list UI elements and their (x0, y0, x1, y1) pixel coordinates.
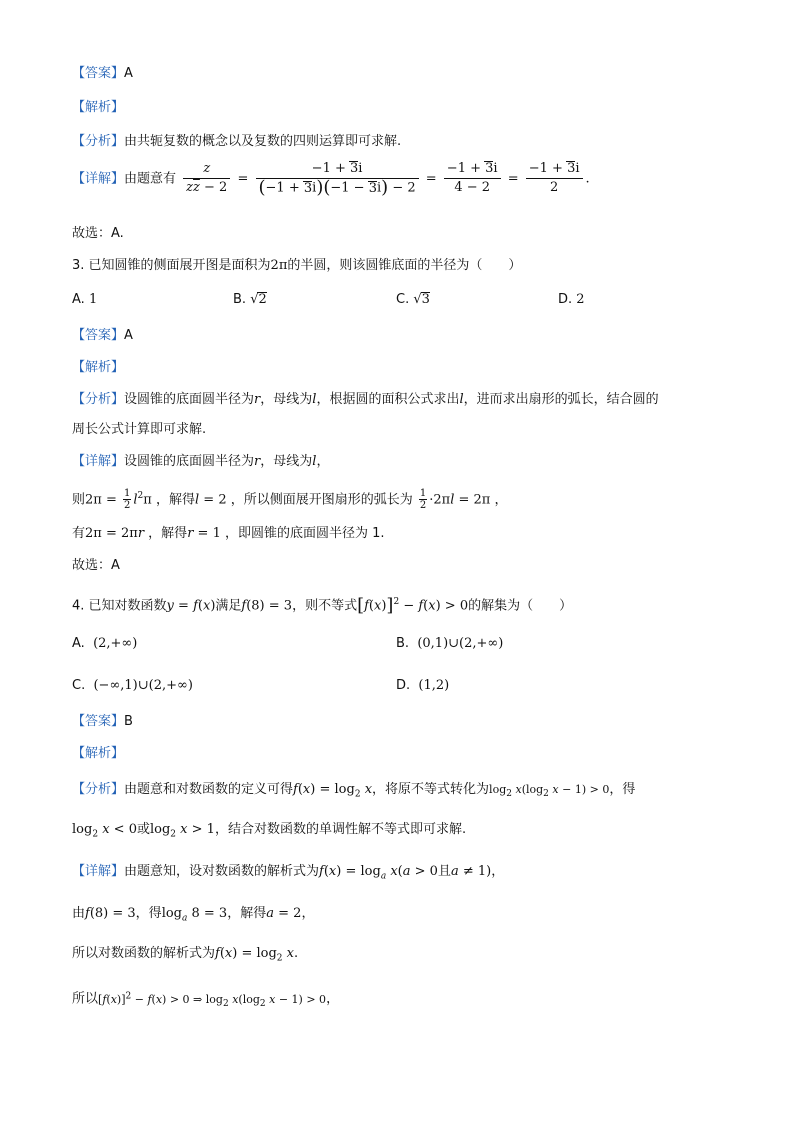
answer-tag: 【答案】 (72, 66, 125, 81)
xiangjie-part: ， (491, 864, 505, 879)
text-part: 由 (72, 906, 86, 921)
q4-option-a (72, 634, 137, 654)
option-label: D. (396, 678, 411, 693)
option-value: (0,1)∪(2,+∞) (417, 636, 504, 651)
fenxi-part: ，结合对数函数的单调性解不等式即可求解. (214, 822, 467, 837)
xiangjie-part: ，母线为 (260, 454, 313, 469)
q2-conclusion (72, 224, 124, 244)
q3-option-b: B. √2 (233, 292, 267, 307)
xiangjie-part: 且 (437, 864, 451, 879)
q4-analysis-tag (72, 744, 124, 764)
option-label: A. (72, 292, 85, 307)
text-part: ，即圆锥的底面圆半径为 1. (224, 526, 385, 541)
q3-stem (72, 256, 521, 276)
answer-value: B (124, 714, 133, 729)
fraction-step2: $\frac{-1 + 3i}{4 - 2}$ (444, 160, 501, 197)
q2-xiangjie-line: 【详解】由题意有 $\frac{z}{z\overline{z} - 2}$ = $\frac{-1 + 3i}{(-1 + 3i)(-1 - 3i) - 2}$ = $\frac{-1 + 3i}{4 - 2}$ = $\frac{-1 + 3i}{2}$ . (72, 161, 590, 198)
option-label: B. (396, 636, 410, 651)
answer-tag: 【答案】 (72, 328, 125, 343)
conclusion-text: 故选：A (72, 558, 120, 573)
fenxi-part: ，将原不等式转化为 (372, 782, 490, 797)
q4-xiangjie-line: 【详解】由题意知，设对数函数的解析式为$f(x) = \log_a x(a > 0$且a ≠ 1)， (72, 864, 505, 882)
xiangjie-part: 设圆锥的底面圆半径为 (124, 454, 255, 469)
stem-part: 的解集为（ ） (468, 598, 573, 614)
q3-option-a (72, 290, 97, 310)
fenxi-part: ，根据圆的面积公式求出 (316, 392, 460, 407)
fraction-main: $\frac{-1 + 3i}{(-1 + 3i)(-1 - 3i) - 2}$ (256, 160, 419, 198)
text-part: . (294, 946, 299, 961)
option-label: A. (72, 636, 85, 651)
option-value: 3 (421, 292, 430, 307)
conclusion-text: 故选：A. (72, 226, 124, 241)
option-value: (1,2) (418, 678, 450, 693)
q2-analysis-tag (72, 98, 124, 118)
q4-from-line: 由f(8) = 3，得$\log_a 8 = 3$，解得a = 2， (72, 906, 315, 924)
fraction-result: $\frac{-1 + 3i}{2}$ (526, 160, 583, 197)
fraction-half: $\frac{1}{2}$ (419, 488, 427, 512)
fraction-half: $\frac{1}{2}$ (124, 488, 131, 512)
fenxi-part: ，得 (609, 782, 636, 797)
q4-stem: 4. 已知对数函数y = f(x)满足f(8) = 3，则不等式$[f(x)]^2 - f(x) > 0$的解集为（ ） (72, 594, 573, 616)
analysis-tag: 【解析】 (72, 360, 125, 375)
fenxi-part: 周长公式计算即可求解. (72, 422, 207, 437)
text-part: 所以对数函数的解析式为 (72, 946, 216, 961)
text-part: ，解得 (155, 492, 195, 508)
stem-text: 3. 已知圆锥的侧面展开图是面积为 (72, 258, 271, 273)
fenxi-part: 或 (136, 822, 150, 837)
text-part: ，得 (135, 906, 162, 921)
xiangjie-prefix: 由题意有 (124, 171, 177, 187)
option-label: C. (72, 678, 86, 693)
fenxi-text: 由共轭复数的概念以及复数的四则运算即可求解. (124, 134, 402, 149)
q4-so-line: 所以对数函数的解析式为$f(x) = \log_2 x$. (72, 946, 299, 964)
fenxi-part: 由题意和对数函数的定义可得 (124, 782, 294, 797)
text-part: ，解得 (148, 526, 188, 541)
fenxi-tag: 【分析】 (72, 134, 125, 149)
fenxi-tag: 【分析】 (72, 782, 125, 797)
fraction-z: $\frac{z}{z\overline{z} - 2}$ (183, 160, 230, 197)
text-part: ，解得 (227, 906, 267, 921)
answer-value: A (124, 66, 133, 81)
stem-part: ，则不等式 (292, 598, 358, 614)
stem-part: 4. 已知对数函数 (72, 598, 167, 614)
q3-then-line: 则2π = $\frac{1}{2}$ $l^2\pi$ ，解得l = 2 ，所以侧面展开图扇形的弧长为 $\frac{1}{2}$ ·2πl = 2π ， (72, 488, 508, 512)
text-part: ，所以侧面展开图扇形的弧长为 (230, 492, 413, 508)
option-value: 1 (88, 292, 98, 307)
q3-fenxi-line1: 【分析】设圆锥的底面圆半径为r，母线为l，根据圆的面积公式求出l，进而求出扇形的弧长，结合圆的 (72, 392, 659, 407)
text-part: 所以 (72, 991, 99, 1007)
option-label: D. (558, 292, 573, 307)
xiangjie-part: 由题意知，设对数函数的解析式为 (124, 864, 320, 879)
option-value: (−∞,1)∪(2,+∞) (93, 678, 193, 693)
xiangjie-tag: 【详解】 (72, 171, 125, 187)
text-part: ， (301, 906, 315, 921)
q4-option-b (396, 634, 503, 654)
analysis-tag: 【解析】 (72, 100, 125, 115)
q3-xiangjie-line: 【详解】设圆锥的底面圆半径为r，母线为l， (72, 454, 330, 469)
option-value: 2 (258, 292, 267, 307)
fenxi-part: ，进而求出扇形的弧长，结合圆的 (463, 392, 659, 407)
q3-option-d (558, 290, 585, 310)
q3-option-c: C. √3 (396, 292, 430, 307)
q4-fenxi-line1: 【分析】由题意和对数函数的定义可得$f(x) = \log_2 x$，将原不等式转化为$\log_2 x(\log_2$ x − 1) > 0，得 (72, 782, 636, 800)
option-value: (2,+∞) (93, 636, 138, 651)
q4-fenxi-line2: $\log_2 x < 0$或$\log_2 x > 1$，结合对数函数的单调性解不等式即可求解. (72, 822, 467, 840)
q3-have-line: 有2π = 2πr ，解得r = 1 ，即圆锥的底面圆半径为 1. (72, 526, 385, 541)
q2-fenxi-line (72, 132, 401, 152)
text-part: ， (326, 991, 340, 1007)
q4-so2-line: 所以$[f(x)]^2 - f(x) > 0$ ⇒ $\log_2 x(\log_2$ x − 1) > 0， (72, 991, 340, 1009)
option-label: B. (233, 292, 247, 307)
analysis-tag: 【解析】 (72, 746, 125, 761)
option-label: C. (396, 292, 410, 307)
q4-option-c (72, 676, 193, 696)
q4-answer-line (72, 712, 133, 732)
stem-math: 2π (270, 258, 288, 273)
option-value: 2 (576, 292, 585, 307)
xiangjie-tag: 【详解】 (72, 454, 125, 469)
fenxi-part: 设圆锥的底面圆半径为 (124, 392, 255, 407)
stem-part: 满足 (215, 598, 242, 614)
stem-end: 的半圆，则该圆锥底面的半径为（ ） (287, 258, 522, 273)
q2-answer-line (72, 64, 133, 84)
fenxi-tag: 【分析】 (72, 392, 125, 407)
q3-answer-line (72, 326, 133, 346)
fenxi-part: ，母线为 (260, 392, 313, 407)
answer-value: A (124, 328, 133, 343)
q3-conclusion (72, 556, 120, 576)
answer-tag: 【答案】 (72, 714, 125, 729)
q3-fenxi-line2 (72, 420, 206, 440)
xiangjie-tag: 【详解】 (72, 864, 125, 879)
text-part: 有 (72, 526, 86, 541)
q4-option-d (396, 676, 449, 696)
q3-analysis-tag (72, 358, 124, 378)
text-part: 则 (72, 492, 86, 508)
